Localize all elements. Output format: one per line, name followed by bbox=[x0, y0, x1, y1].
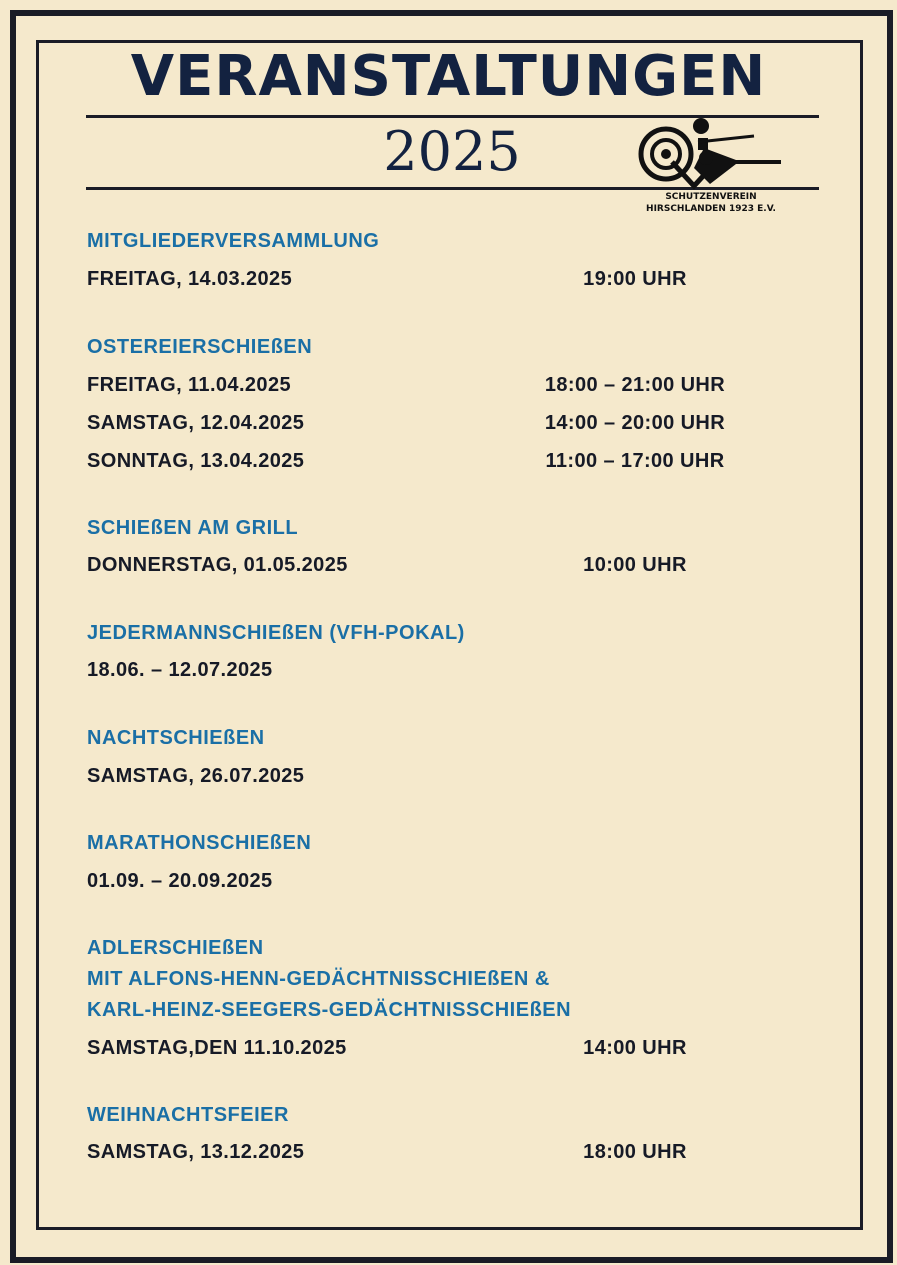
event-row bbox=[87, 1141, 847, 1167]
logo-caption-line-2: HIRSCHLANDEN 1923 E.V. bbox=[646, 204, 776, 214]
event-date: 01.09. – 20.09.2025 bbox=[87, 870, 273, 892]
event-row bbox=[87, 1037, 847, 1063]
event-row bbox=[87, 765, 847, 791]
event-title-mitgliederversammlung: MITGLIEDERVERSAMMLUNG bbox=[87, 230, 380, 252]
event-time: 18:00 – 21:00 UHR bbox=[544, 374, 726, 396]
event-row bbox=[87, 450, 847, 476]
event-time: 19:00 UHR bbox=[583, 268, 687, 290]
event-time: 10:00 UHR bbox=[583, 554, 687, 576]
logo-caption-line-1: SCHUTZENVEREIN bbox=[665, 192, 757, 202]
event-title-schiessen-am-grill: SCHIEßEN AM GRILL bbox=[87, 517, 299, 539]
event-time: 11:00 – 17:00 UHR bbox=[545, 450, 725, 472]
event-row bbox=[87, 374, 847, 400]
event-row bbox=[87, 554, 847, 580]
page-title: VERANSTALTUNGEN bbox=[130, 44, 767, 109]
event-row bbox=[87, 659, 847, 685]
event-title-adlerschiessen: ADLERSCHIEßEN bbox=[87, 937, 264, 959]
event-title-marathonschiessen: MARATHONSCHIEßEN bbox=[87, 832, 312, 854]
event-date: SAMSTAG,DEN 11.10.2025 bbox=[87, 1037, 347, 1059]
event-title-jedermannschiessen: JEDERMANNSCHIEßEN (VFH-POKAL) bbox=[87, 622, 465, 644]
event-subtitle: MIT ALFONS-HENN-GEDÄCHTNISSCHIEßEN & bbox=[87, 968, 550, 990]
event-time: 14:00 UHR bbox=[583, 1037, 687, 1059]
event-time: 14:00 – 20:00 UHR bbox=[544, 412, 726, 434]
event-row bbox=[87, 870, 847, 896]
event-date: 18.06. – 12.07.2025 bbox=[87, 659, 273, 681]
event-date: SAMSTAG, 26.07.2025 bbox=[87, 765, 305, 787]
event-title-nachtschiessen: NACHTSCHIEßEN bbox=[87, 727, 265, 749]
year-label: 2025 bbox=[383, 120, 521, 183]
event-date: DONNERSTAG, 01.05.2025 bbox=[87, 554, 348, 576]
event-title-ostereierschiessen: OSTEREIERSCHIEßEN bbox=[87, 336, 313, 358]
event-time: 18:00 UHR bbox=[583, 1141, 687, 1163]
event-row bbox=[87, 268, 847, 294]
event-date: FREITAG, 14.03.2025 bbox=[87, 268, 293, 290]
event-row bbox=[87, 412, 847, 438]
event-title-weihnachtsfeier: WEIHNACHTSFEIER bbox=[87, 1104, 289, 1126]
event-date: SAMSTAG, 12.04.2025 bbox=[87, 412, 305, 434]
event-date: FREITAG, 11.04.2025 bbox=[87, 374, 291, 396]
event-date: SONNTAG, 13.04.2025 bbox=[87, 450, 305, 472]
event-subtitle: KARL-HEINZ-SEEGERS-GEDÄCHTNISSCHIEßEN bbox=[87, 999, 572, 1021]
event-date: SAMSTAG, 13.12.2025 bbox=[87, 1141, 305, 1163]
